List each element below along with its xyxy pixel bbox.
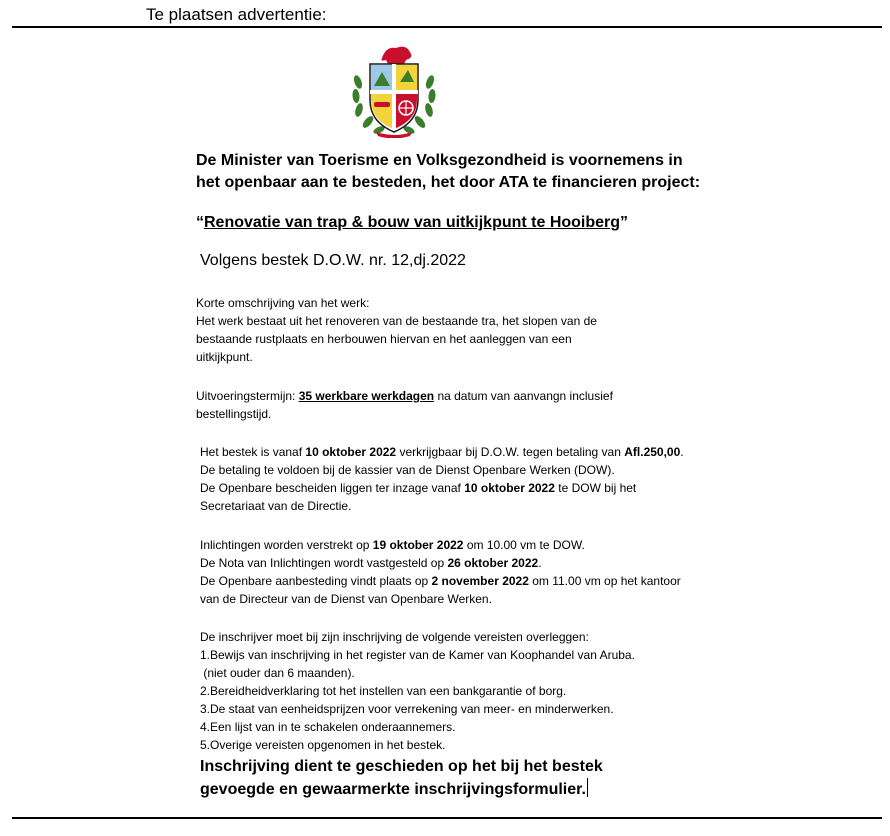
- in-l2-date: 26 oktober 2022: [447, 556, 539, 570]
- emblem-ribbon: [376, 132, 412, 138]
- vereisten-item: 4.Een lijst van in te schakelen onderaannemers.: [200, 720, 456, 734]
- project-title-text: Renovatie van trap & bouw van uitkijkpunt te Hooiberg: [204, 214, 621, 231]
- top-divider: [12, 26, 882, 28]
- project-title: [196, 212, 716, 234]
- omschrijving-heading: Korte omschrijving van het werk:: [196, 296, 370, 310]
- vereisten-item: 3.De staat van eenheidsprijzen voor verrekening van meer- en minderwerken.: [200, 702, 614, 716]
- in-l3-date: 2 november 2022: [431, 574, 529, 588]
- lion-crest: [382, 47, 412, 64]
- vereisten-section: [200, 628, 635, 754]
- in-l1-date: 19 oktober 2022: [372, 538, 464, 552]
- closing-line-1: Inschrijving dient te geschieden op het bij het bestek: [200, 758, 603, 775]
- closing-line-2-wrap[interactable]: [200, 778, 603, 801]
- omschrijving-line-1: Het werk bestaat uit het renoveren van de bestaande tra, het slopen van de: [196, 314, 597, 328]
- vk-l3-date: 10 oktober 2022: [464, 481, 555, 495]
- termijn-line-2: bestellingstijd.: [196, 407, 272, 421]
- vereisten-item: 2.Bereidheidverklaring tot het instellen van een bankgarantie of borg.: [200, 684, 567, 698]
- closing-statement: [200, 756, 603, 801]
- inlichtingen-line-1: [200, 536, 681, 554]
- termijn-suffix: na datum van aanvangn inclusief: [434, 389, 613, 403]
- in-l2-a: De Nota van Inlichtingen wordt vastgesteld op: [200, 556, 448, 570]
- page-header-title: Te plaatsen advertentie:: [146, 5, 327, 24]
- omschrijving-line-2: bestaande rustplaats en herbouwen hiervan en het aanleggen van een: [196, 332, 572, 346]
- coat-of-arms-emblem: [348, 42, 440, 138]
- termijn-line-1: [196, 387, 613, 405]
- omschrijving-line-3: uitkijkpunt.: [196, 350, 253, 364]
- termijn-section: [196, 387, 613, 423]
- bottom-divider: [12, 817, 882, 819]
- in-l3-c: om 11.00 vm op het kantoor: [528, 574, 681, 588]
- close-quote: ”: [620, 214, 629, 231]
- vereisten-item: 5.Overige vereisten opgenomen in het bestek.: [200, 738, 446, 752]
- intro-paragraph: [196, 150, 716, 194]
- vk-l1-e: .: [680, 445, 684, 459]
- closing-line-2: gevoegde en gewaarmerkte inschrijvingsformulier.: [200, 781, 586, 798]
- vk-l1-c: verkrijgbaar bij D.O.W. tegen betaling van: [396, 445, 625, 459]
- vereisten-item: 1.Bewijs van inschrijving in het register van de Kamer van Koophandel van Aruba.: [200, 648, 635, 662]
- in-l2-c: .: [538, 556, 542, 570]
- omschrijving-section: [196, 294, 597, 366]
- text-cursor: [587, 778, 588, 797]
- verkrijgbaar-line-4: Secretariaat van de Directie.: [200, 499, 352, 513]
- inlichtingen-line-4: van de Directeur van de Dienst van Openbare Werken.: [200, 592, 492, 606]
- vk-l3-a: De Openbare bescheiden liggen ter inzage vanaf: [200, 481, 465, 495]
- in-l1-a: Inlichtingen worden verstrekt op: [200, 538, 373, 552]
- verkrijgbaar-line-1: [200, 443, 684, 461]
- vk-l1-date: 10 oktober 2022: [305, 445, 397, 459]
- verkrijgbaar-line-2: De betaling te voldoen bij de kassier van de Dienst Openbare Werken (DOW).: [200, 463, 615, 477]
- in-l1-c: om 10.00 vm te DOW.: [463, 538, 585, 552]
- verkrijgbaar-line-3: [200, 479, 684, 497]
- in-l3-a: De Openbare aanbesteding vindt plaats op: [200, 574, 432, 588]
- termijn-prefix: Uitvoeringstermijn:: [196, 389, 299, 403]
- intro-line-1: De Minister van Toerisme en Volksgezondheid is voornemens in: [196, 152, 683, 169]
- inlichtingen-line-2: [200, 554, 681, 572]
- vk-l1-a: Het bestek is vanaf: [200, 445, 306, 459]
- inlichtingen-section: [200, 536, 681, 608]
- vk-l1-amount: Afl.250,00: [624, 445, 681, 459]
- vereisten-item: (niet ouder dan 6 maanden).: [200, 666, 355, 680]
- bestek-reference: Volgens bestek D.O.W. nr. 12,dj.2022: [200, 252, 466, 269]
- open-quote: “: [196, 214, 204, 231]
- inlichtingen-line-3: [200, 572, 681, 590]
- vk-l3-c: te DOW bij het: [554, 481, 637, 495]
- verkrijgbaar-section: [200, 443, 684, 515]
- termijn-workdays: 35 werkbare werkdagen: [298, 389, 435, 403]
- vereisten-heading: De inschrijver moet bij zijn inschrijving de volgende vereisten overleggen:: [200, 630, 589, 644]
- intro-line-2: het openbaar aan te besteden, het door ATA te financieren project:: [196, 174, 701, 191]
